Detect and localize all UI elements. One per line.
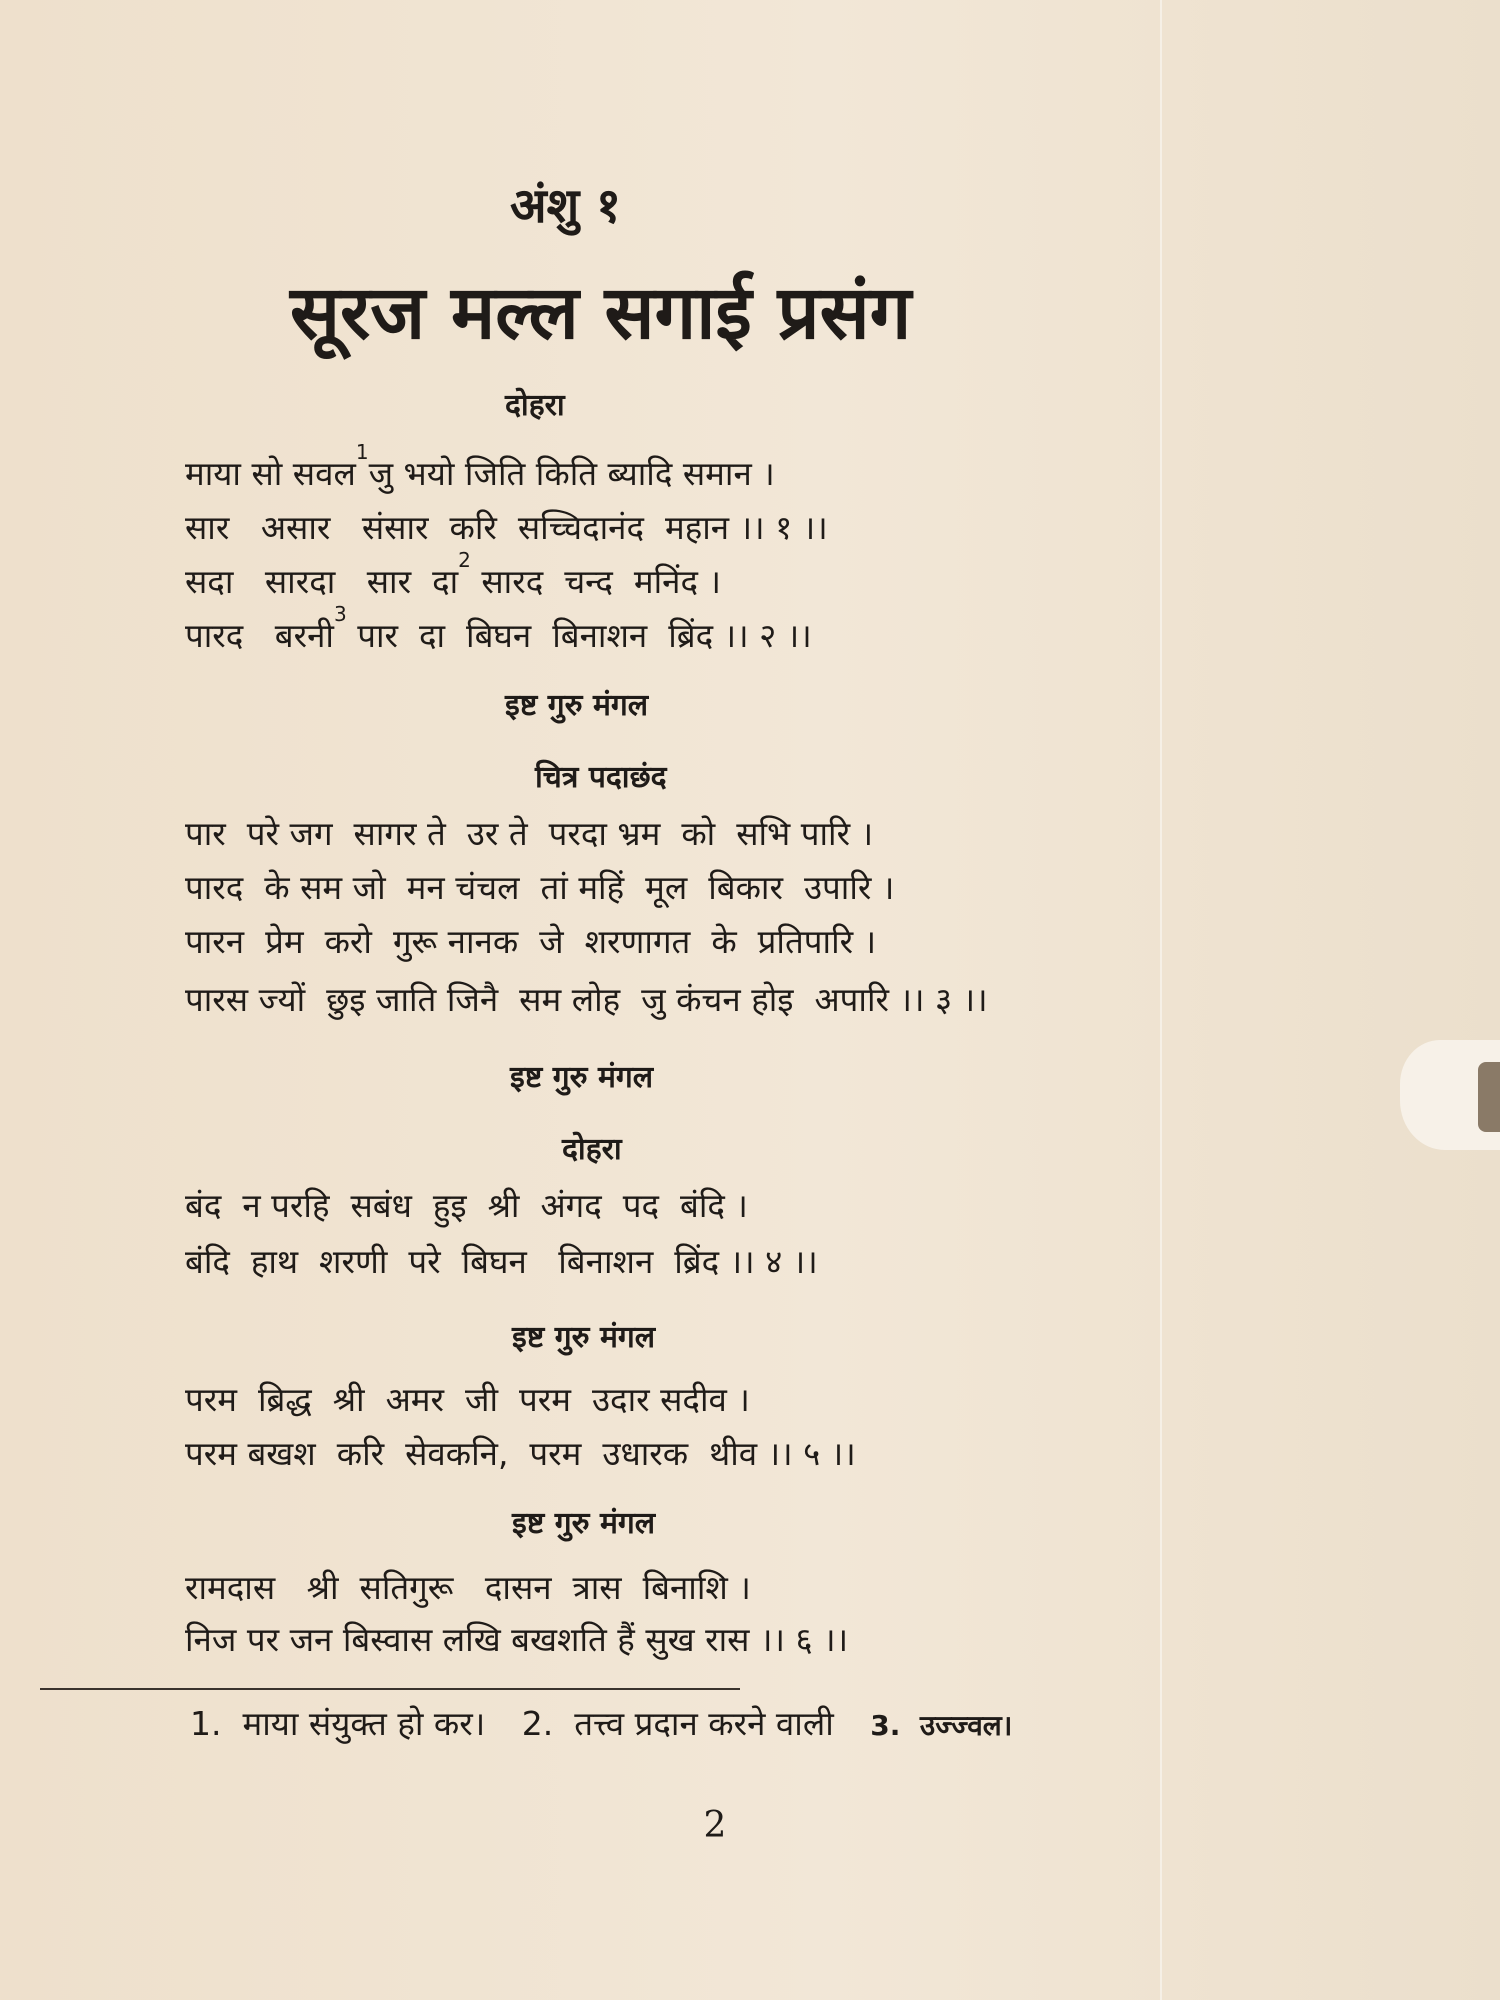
section-heading: इष्ट गुरु मंगल [510,1060,654,1095]
verse-text: पारस ज्यों छुइ जाति जिनै सम लोह जु कंचन होइ अपारि ।। ३ ।। [185,980,988,1019]
verse-text: रामदास श्री सतिगुरू दासन त्रास बिनाशि । [185,1568,751,1607]
verse-line [185,1432,1285,1476]
part-label: अंशु १ [510,178,621,234]
verse-line [185,1618,1285,1662]
section-heading: इष्ट गुरु मंगल [505,688,649,723]
section-subheading: चित्र पदाछंद [535,760,667,795]
verse-text-rest: पार दा बिघन बिनाशन ब्रिंद ।। २ ।। [346,616,812,655]
footnotes [190,1700,1490,1748]
verse-text-rest: जु भयो जिति किति ब्यादि समान । [368,454,775,493]
verse-line [185,812,1385,856]
chapter-title: सूरज मल्ल सगाई प्रसंग [290,270,912,356]
footnote-2: 2. तत्त्व प्रदान करने वाली [521,1704,834,1743]
verse-text-rest: सारद चन्द मनिंद । [470,562,721,601]
page-number: 2 [703,1805,727,1846]
verse-line [185,506,1185,550]
section-heading: इष्ट गुरु मंगल [512,1320,656,1355]
verse-text: पार परे जग सागर ते उर ते परदा भ्रम को सभि पारि । [185,814,874,853]
verse-text: परम बखश करि सेवकनि, परम उधारक थीव ।। ५ ।। [185,1434,856,1473]
verse-line [185,1566,1285,1610]
verse-line [185,548,1185,604]
verse-text: सार असार संसार करि सच्चिदानंद महान ।। १ ।। [185,508,828,547]
verse-text: परम ब्रिद्ध श्री अमर जी परम उदार सदीव । [185,1380,750,1419]
section-heading: इष्ट गुरु मंगल [512,1506,656,1541]
footnote-divider [40,1688,740,1690]
paper-tear-shadow [1478,1062,1500,1132]
verse-line [185,440,1185,496]
footnote-marker: 2 [458,548,471,572]
verse-line [185,866,1385,910]
verse-text: माया सो सवल [185,454,356,493]
verse-text: सदा सारदा सार दा [185,562,459,601]
verse-text: बंद न परहि सबंध हुइ श्री अंगद पद बंदि । [185,1186,748,1225]
verse-text: पारद के सम जो मन चंचल तां महिं मूल बिकार उपारि । [185,868,895,907]
verse-line [185,602,1185,658]
verse-line [185,1378,1285,1422]
verse-line [185,978,1435,1022]
verse-line [185,920,1385,964]
verse-text: पारद बरनी [185,616,334,655]
verse-text: बंदि हाथ शरणी परे बिघन बिनाशन ब्रिंद ।। ४ ।। [185,1242,818,1281]
footnote-1: 1. माया संयुक्त हो कर। [190,1704,486,1743]
section-heading: दोहरा [505,388,565,423]
verse-text: पारन प्रेम करो गुरू नानक जे शरणागत के प्रतिपारि । [185,922,877,961]
verse-text: निज पर जन बिस्वास लखि बखशति हैं सुख रास ।। ६ ।। [185,1620,849,1659]
verse-line [185,1184,1285,1228]
section-subheading: दोहरा [562,1132,622,1167]
footnote-3: 3. उज्ज्वल। [870,1709,1013,1742]
verse-line [185,1240,1285,1284]
footnote-marker: 3 [333,602,347,626]
footnote-marker: 1 [355,440,369,464]
